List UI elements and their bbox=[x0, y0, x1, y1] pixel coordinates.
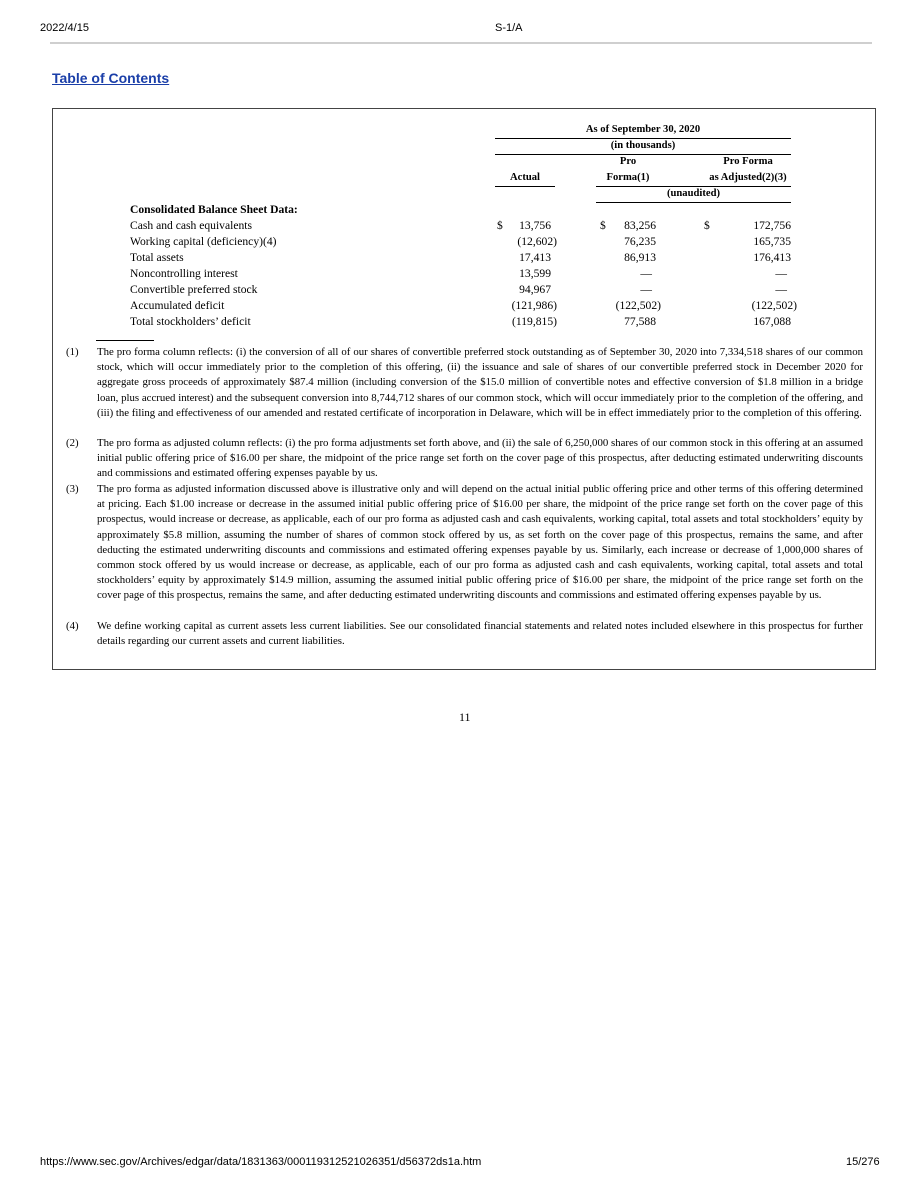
footnote-number: (2) bbox=[66, 437, 79, 449]
cell-proforma: — bbox=[640, 283, 652, 296]
dollar-sign: $ bbox=[497, 219, 503, 232]
cell-actual: (121,986) bbox=[511, 299, 557, 312]
period-heading: As of September 30, 2020 bbox=[585, 124, 701, 135]
footnote-text: We define working capital as current assets less current liabilities. See our consolidated financial statements and related notes included elsewhere in this prospectus for further details regarding our current assets and current liabilities. bbox=[97, 620, 863, 648]
row-label: Working capital (deficiency)(4) bbox=[130, 235, 277, 248]
unaudited-rule bbox=[596, 202, 791, 203]
page-number: 11 bbox=[459, 710, 471, 724]
cell-adjusted: 172,756 bbox=[753, 219, 791, 232]
section-title: Consolidated Balance Sheet Data: bbox=[130, 203, 298, 216]
cell-actual: 13,756 bbox=[519, 219, 551, 232]
cell-proforma: — bbox=[640, 267, 652, 280]
document-title: S-1/A bbox=[495, 22, 523, 34]
print-date: 2022/4/15 bbox=[40, 22, 89, 34]
col-actual: Actual bbox=[509, 172, 540, 183]
col-proforma-line1: Pro bbox=[619, 156, 637, 167]
footnote-separator bbox=[96, 340, 154, 341]
units-label: (in thousands) bbox=[610, 140, 676, 151]
cell-actual: 94,967 bbox=[519, 283, 551, 296]
footnote-number: (4) bbox=[66, 620, 79, 632]
cell-adjusted: 167,088 bbox=[753, 315, 791, 328]
dollar-sign: $ bbox=[704, 219, 710, 232]
cell-adjusted: 176,413 bbox=[753, 251, 791, 264]
col-proforma-line2: Forma(1) bbox=[606, 172, 650, 183]
col-adjusted-line2: as Adjusted(2)(3) bbox=[709, 172, 787, 183]
cell-actual: 13,599 bbox=[519, 267, 551, 280]
table-of-contents-link[interactable]: Table of Contents bbox=[52, 70, 170, 86]
header-divider bbox=[50, 42, 872, 44]
cell-proforma: 76,235 bbox=[624, 235, 656, 248]
print-page-count: 15/276 bbox=[846, 1156, 880, 1168]
row-label: Total stockholders’ deficit bbox=[130, 315, 251, 328]
unaudited-label: (unaudited) bbox=[667, 188, 720, 199]
cell-actual: 17,413 bbox=[519, 251, 551, 264]
footnote-number: (1) bbox=[66, 346, 79, 358]
cell-proforma: (122,502) bbox=[615, 299, 661, 312]
cell-actual: (119,815) bbox=[512, 315, 557, 328]
row-label: Total assets bbox=[130, 251, 184, 264]
cell-adjusted: — bbox=[775, 283, 787, 296]
row-label: Convertible preferred stock bbox=[130, 283, 258, 296]
row-label: Cash and cash equivalents bbox=[130, 219, 253, 232]
cell-proforma: 83,256 bbox=[624, 219, 656, 232]
cell-adjusted: — bbox=[775, 267, 787, 280]
footnote-text: The pro forma column reflects: (i) the conversion of all of our shares of convertible preferred stock outstanding as of September 30, 2020 into 7,334,518 shares of our common stock, which will occur immediately prior to the completion of this offering, (ii) the issuance and sale of shares of our convertible preferred stock in December 2020 for aggregate gross proceeds of approximately $87.4 million (including conversion of the $15.0 million of convertible notes and effective conversion of $1.8 million in a bridge loan, plus accrued interest) and the subsequent conversion into 8,744,712 shares of our common stock, which will occur immediately prior to the completion of the offering, and (iii) the filing and effectiveness of our amended and restated certificate of incorporation in Delaware, which will be in effect immediately prior to the completion of this offering. bbox=[97, 346, 863, 419]
row-label: Accumulated deficit bbox=[130, 299, 225, 312]
cell-adjusted: (122,502) bbox=[751, 299, 797, 312]
cell-adjusted: 165,735 bbox=[753, 235, 791, 248]
footnote-text: The pro forma as adjusted information discussed above is illustrative only and will depend on the actual initial public offering price and other terms of this offering determined at pricing. Each $1.00 increase or decrease in the assumed initial public offering price of $16.00 per share, the midpoint of the price range set forth on the cover page of this prospectus, would increase or decrease, as applicable, each of our pro forma as adjusted cash and cash equivalents, working capital, total assets and total stockholders’ equity by approximately $5.8 million, assuming the number of shares of common stock offered by us, as set forth on the cover page of this prospectus, remains the same, and after deducting the estimated underwriting discounts and commissions and estimated offering expenses payable by us. Similarly, each increase or decrease of 1,000,000 shares of common stock offered by us would increase or decrease, as applicable, each of our pro forma as adjusted cash and cash equivalents, working capital, total assets and total stockholders’ equity by approximately $14.9 million, assuming the assumed initial public offering price of $16.00 per share, the midpoint of the price range set forth on the cover page of this prospectus, remains the same, and after deducting estimated underwriting discounts and commissions and estimated offering expenses payable by us. bbox=[97, 483, 863, 602]
cell-proforma: 77,588 bbox=[624, 315, 656, 328]
footnote-text: The pro forma as adjusted column reflects: (i) the pro forma adjustments set forth above, and (ii) the sale of 6,250,000 shares of our common stock in this offering at an assumed initial public offering price of $16.00 per share, the midpoint of the price range set forth on the cover page of this prospectus, after deducting estimated underwriting discounts and commissions and estimated offering expenses payable by us. bbox=[97, 437, 863, 480]
col-actual-rule bbox=[495, 186, 555, 187]
cell-actual: (12,602) bbox=[517, 235, 557, 248]
row-label: Noncontrolling interest bbox=[130, 267, 238, 280]
col-adjusted-line1: Pro Forma bbox=[723, 156, 773, 167]
footnote-number: (3) bbox=[66, 483, 79, 495]
source-url: https://www.sec.gov/Archives/edgar/data/1831363/000119312521026351/d56372ds1a.htm bbox=[40, 1156, 482, 1168]
dollar-sign: $ bbox=[600, 219, 606, 232]
cell-proforma: 86,913 bbox=[624, 251, 656, 264]
